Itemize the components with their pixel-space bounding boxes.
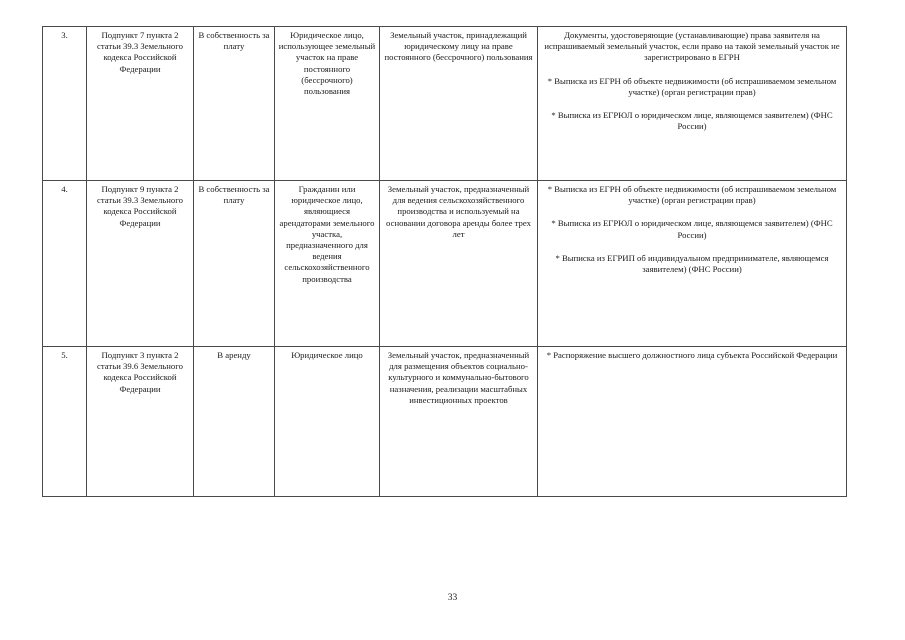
table-row	[43, 27, 847, 181]
land-plot-cell: Земельный участок, предназначенный для размещения объектов социально-культурного и коммунально-бытового назначения, реализации масштабных инвестиционных проектов	[380, 347, 538, 497]
legal-basis-cell: Подпункт 9 пункта 2 статьи 39.3 Земельного кодекса Российской Федерации	[87, 181, 194, 347]
document-item: Документы, удостоверяющие (устанавливающие) права заявителя на испрашиваемый земельный участок, если право на такой земельный участок не зарегистрировано в ЕГРН	[544, 30, 840, 63]
provision-type-cell: В собственность за плату	[194, 27, 275, 181]
table-row	[43, 347, 847, 497]
applicant-cell: Юридическое лицо, использующее земельный участок на праве постоянного (бессрочного) пользования	[275, 27, 380, 181]
applicant-cell: Гражданин или юридическое лицо, являющиеся арендаторами земельного участка, предназначенного для ведения сельскохозяйственного производства	[275, 181, 380, 347]
table-row	[43, 181, 847, 347]
row-number: 3.	[43, 27, 87, 181]
documents-cell	[538, 181, 847, 347]
document-item: * Выписка из ЕГРН об объекте недвижимости (об испрашиваемом земельном участке) (орган регистрации прав)	[547, 184, 837, 206]
document-item: * Выписка из ЕГРИП об индивидуальном предпринимателе, являющемся заявителем) (ФНС России)	[555, 252, 829, 275]
applicant-cell: Юридическое лицо	[275, 347, 380, 497]
row-number: 4.	[43, 181, 87, 347]
page-number: 33	[447, 593, 458, 603]
legal-basis-cell: Подпункт 7 пункта 2 статьи 39.3 Земельного кодекса Российской Федерации	[87, 27, 194, 181]
documents-cell	[538, 27, 847, 181]
document-item: * Распоряжение высшего должностного лица субъекта Российской Федерации	[546, 350, 838, 360]
document-item: * Выписка из ЕГРН об объекте недвижимости (об испрашиваемом земельном участке) (орган регистрации прав)	[547, 75, 837, 97]
legal-basis-cell: Подпункт 3 пункта 2 статьи 39.6 Земельного кодекса Российской Федерации	[87, 347, 194, 497]
land-procedures-table	[42, 26, 847, 497]
row-number: 5.	[43, 347, 87, 497]
document-item: * Выписка из ЕГРЮЛ о юридическом лице, являющемся заявителем) (ФНС России)	[551, 110, 833, 132]
land-plot-cell: Земельный участок, предназначенный для ведения сельскохозяйственного производства и используемый на основании договора аренды более трех лет	[380, 181, 538, 347]
documents-cell	[538, 347, 847, 497]
land-plot-cell: Земельный участок, принадлежащий юридическому лицу на праве постоянного (бессрочного) пользования	[380, 27, 538, 181]
provision-type-cell: В собственность за плату	[194, 181, 275, 347]
document-item: * Выписка из ЕГРЮЛ о юридическом лице, являющемся заявителем) (ФНС России)	[551, 218, 833, 240]
provision-type-cell: В аренду	[194, 347, 275, 497]
